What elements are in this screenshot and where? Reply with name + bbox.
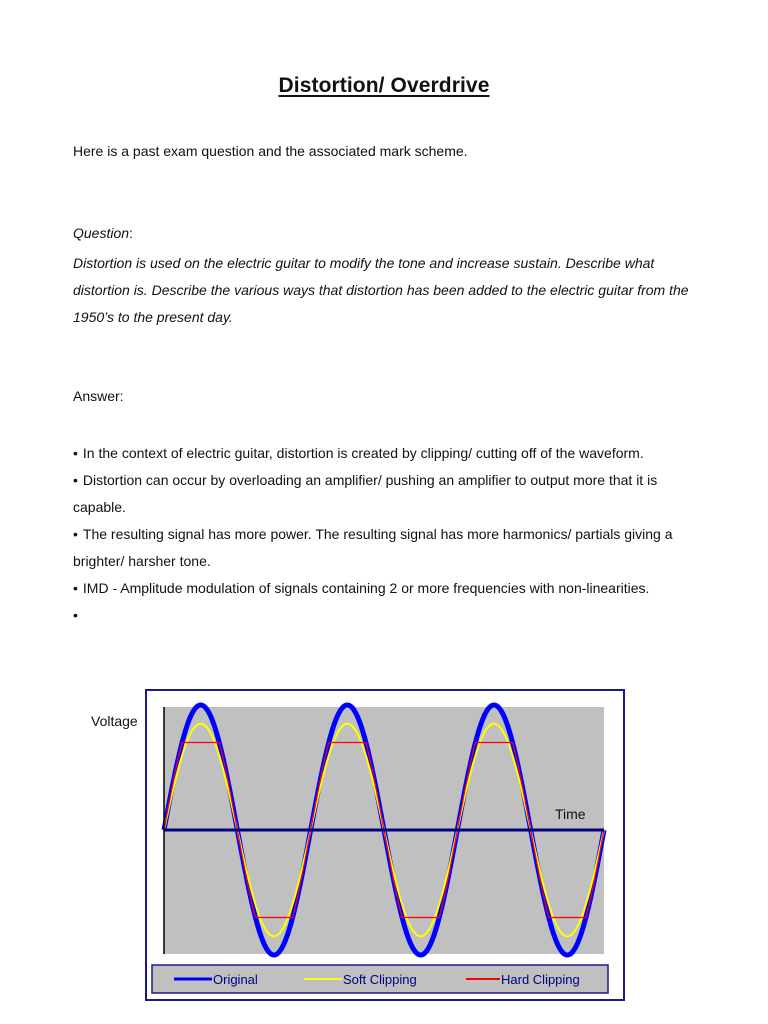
page-title: Distortion/ Overdrive [278,74,490,97]
bullet-dot: • [73,607,78,623]
chart-xlabel: Time [555,806,586,822]
bullet-dot: • [73,445,78,461]
question-label-colon: : [129,225,133,241]
bullet-dot: • [73,526,78,542]
bullet-text: The resulting signal has more power. The resulting signal has more harmonics/ partials giving a brighter/ harsher tone. [73,526,673,569]
legend-items [174,972,580,987]
chart-ylabel: Voltage [91,713,138,729]
answer-label: Answer: [73,388,124,404]
bullet-text: IMD - Amplitude modulation of signals containing 2 or more frequencies with non-linearities. [82,580,650,596]
intro-text: Here is a past exam question and the associated mark scheme. [73,143,468,159]
legend-label: Hard Clipping [501,972,580,987]
legend-label: Original [213,972,258,987]
bullet-text: In the context of electric guitar, distortion is created by clipping/ cutting off of the waveform. [82,445,644,461]
question-text: Distortion is used on the electric guitar to modify the tone and increase sustain. Describe what distortion is. Describe the various ways that distortion has been added to the electric guitar from the 1950’s to the present day. [73,255,689,325]
question-label-text: Question [73,225,130,241]
legend-label: Soft Clipping [343,972,417,987]
bullet-dot: • [73,472,78,488]
bullet-text: Distortion can occur by overloading an amplifier/ pushing an amplifier to output more that it is capable. [73,472,658,515]
bullet-dot: • [73,580,78,596]
